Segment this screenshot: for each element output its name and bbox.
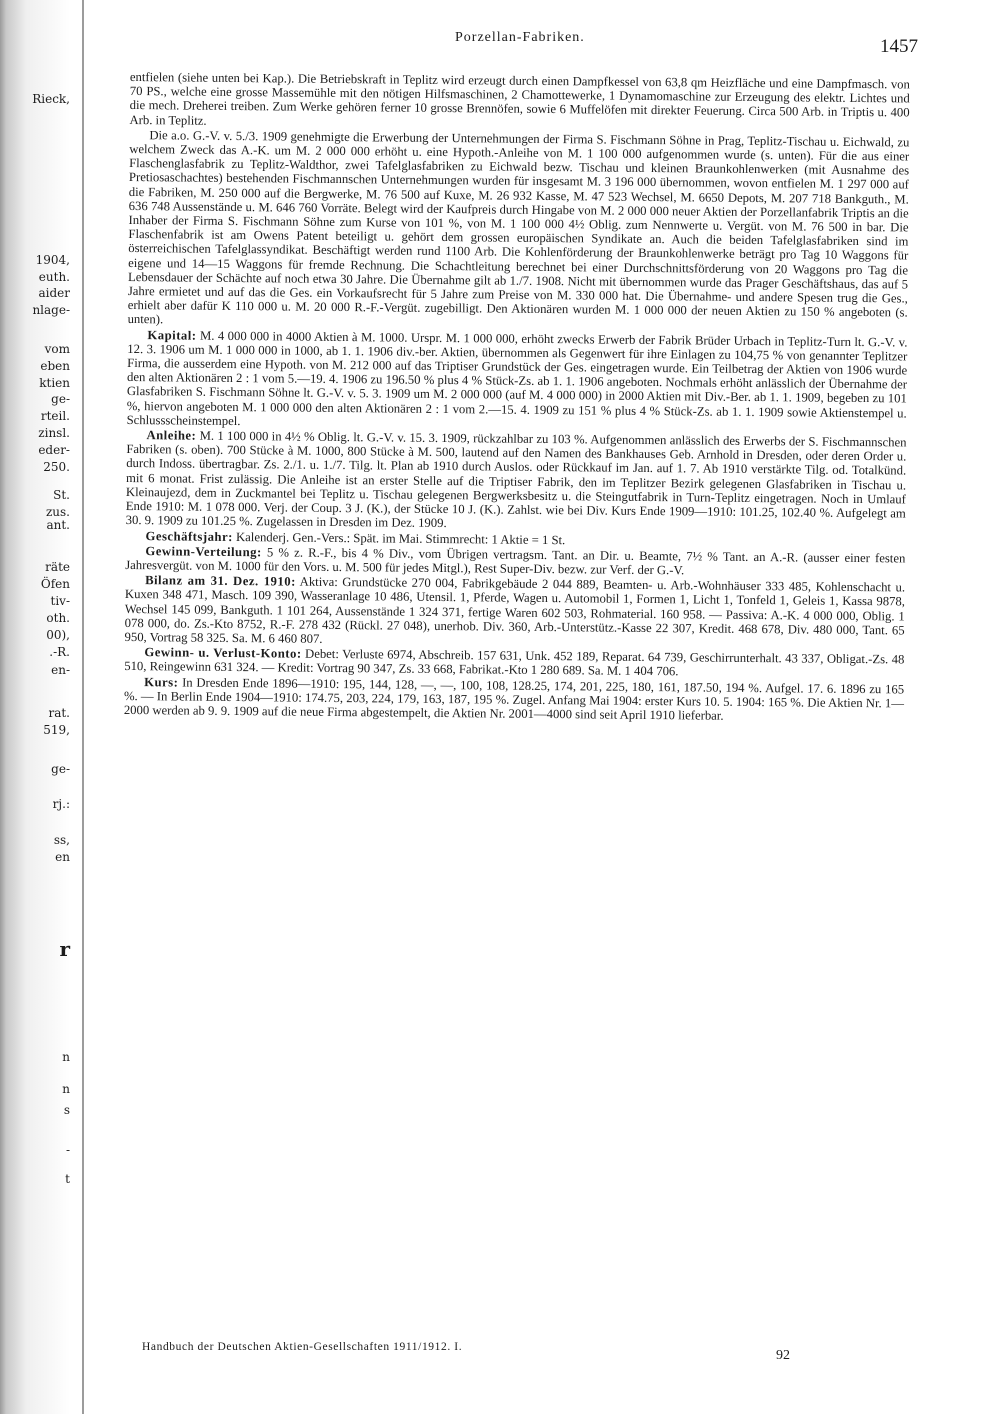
margin-fragment: 00), <box>46 628 70 642</box>
paragraph-text: 5 % z. R.-F., bis 4 % Div., vom Übrigen vertragsm. Tant. an Dir. u. Beamte, 7½ % Tant. an A.-R. (ausser einer festen Jahresvergüt. von M. 1000 für den Vors. u. M. 500 für jedes Mitgl.), Rest Super-Div. bezw. zur Verf. der G.-V. <box>125 545 906 578</box>
margin-fragment: rteil. <box>40 409 70 423</box>
paragraph-text: Debet: Verluste 6974, Abschreib. 157 631, Unk. 452 189, Reparat. 64 739, Geschirrunterhalt. 43 337, Obligat.-Zs. 48 510, Reingewinn 631 324. — Kredit: Vortrag 90 347, Zs. 33 668, Fabrikat.-Kto 1 280 689. Sa. M. 1 404 706. <box>124 646 905 679</box>
page-title: Porzellan-Fabriken. <box>455 30 585 45</box>
paragraph-text: Kalenderj. Gen.-Vers.: Spät. im Mai. Stimmrecht: 1 Aktie = 1 St. <box>235 529 566 547</box>
paragraph-intro <box>129 70 910 134</box>
margin-fragment: rj.: <box>52 797 70 811</box>
footer-source: Handbuch der Deutschen Aktien-Gesellschaften 1911/1912. I. <box>142 1341 463 1353</box>
paragraph-text: Aktiva: Grundstücke 270 004, Fabrikgebäude 2 044 889, Beamten- u. Arb.-Wohnhäuser 333 485, Kohlenschacht u. Kuxen 348 471, Masch. 109 390, Wasseranlage 10 486, Utensil. 1, Pferde, Wagen u. Automobil 1, Formen 1, Licht 1, Tonfeld 1, Geleis 1, Kassa 9878, Wechsel 145 099, Bankguth. 1 101 264, Aussenstände 1 324 371, fertige Waren 602 503, Rohmaterial. 160 958. — Passiva: A.-K. 4 000 000, Oblig. 1 078 000, do. Zs.-Kto 8752, R.-F. 278 432 (Rückl. 27 048), unerhob. Div. 360, Arb.-Unterstütz.-Kasse 22 307, Kredit. 468 678, Div. 480 000, Tant. 65 950, Vortrag 58 325. Sa. M. 6 460 807. <box>124 574 906 646</box>
margin-fragment: ktien <box>39 376 70 390</box>
paragraph-text: In Dresden Ende 1896—1910: 195, 144, 128, —, —, 100, 108, 128.25, 174, 201, 225, 180, 161, 187.50, 194 %. Aufgel. 17. 6. 1896 zu 165 %. — In Berlin Ende 1904—1910: 174.75, 203, 224, 179, 163, 187, 195 %. Zugel. Anfang Mai 1904: erster Kurs 10. 5. 1904: 165 %. Die Aktien Nr. 1—2000 werden ab 9. 9. 1909 auf die neue Firma abgestempelt, die Aktien Nr. 2001—4000 sind seit April 1910 lieferbar. <box>123 675 905 723</box>
margin-fragment: n <box>62 1050 70 1064</box>
paragraph-kurs <box>124 675 904 725</box>
margin-fragment: aider <box>38 286 70 300</box>
margin-fragment: r <box>59 937 70 961</box>
paragraph-acquisition <box>128 128 910 334</box>
paragraph-text: M. 4 000 000 in 4000 Aktien à M. 1000. Urspr. M. 1 000 000, erhöht zwecks Erwerb der Fabrik Brüder Urbach in Teplitz-Turn lt. G.-V. v. 12. 3. 1906 um M. 1 000 000 in 1000, ab 1. 1. 1906 div.-ber. Aktien, übernommen als Gegenwert für ihre Einlagen zu 104,75 % von genannter Teplitzer Firma, die ausserdem eine Hypoth. von M. 212 000 auf das Triptiser Grundstück der Ges. eingetragen wurde. Ein Teilbetrag der Aktien von 1906 wurde den alten Aktionären 2 : 1 vom 5.—19. 4. 1906 zu 196.50 % plus 4 % Stück-Zs. ab 1. 1. 1906 angeboten. Nochmals erhöht anlässlich der Übernahme der Glasfabriken S. Fischmann Söhne lt. G.-V. v. 5. 3. 1909 um M. 2 000 000 (auf M. 4 000 000) in 2000 Aktien mit Div.-Ber. ab 1. 1. 1909, begeben zu 101 %, hiervon angeboten M. 1 000 000 den alten Aktionären 2 : 1 vom 2.—15. 4. 1909 zu 151 % plus 4 % Stück-Zs. ab 1. 1. 1909 sowie Aktienstempel u. Schlussscheinstempel. <box>126 328 908 428</box>
sheet-signature: 92 <box>776 1348 790 1363</box>
previous-page-margin <box>0 0 72 1414</box>
margin-fragment: Rieck, <box>32 92 70 106</box>
margin-fragment: ss, <box>53 833 70 847</box>
margin-fragment: t <box>65 1172 70 1186</box>
margin-fragment: en- <box>51 663 70 677</box>
margin-fragment: 519, <box>43 723 70 737</box>
paragraph-text: M. 1 100 000 in 4½ % Oblig. lt. G.-V. v. 15. 3. 1909, rückzahlbar zu 103 %. Aufgenommen anlässlich des Erwerbs der S. Fischmannschen Fabriken (s. oben). 700 Stücke à M. 1000, 800 Stücke à M. 500, lautend auf den Namen des Bankhauses Geb. Arnhold in Dresden, oder deren Order u. durch Indoss. übertragbar. Zs. 2./1. u. 1./7. Tilg. lt. Plan ab 1910 durch Auslos. oder Rückkauf im Jan. auf 1. 7. Ab 1910 verstärkte Tilg. od. Totalkünd. mit 6 monat. Frist zulässig. Die Anleihe ist an erster Stelle auf die Triptiser Fabrik, den im Teplitzer Bezirk gelegenen Glasfabriken in Tischau u. Kleinaujezd, dem in Zuckmantel bei Teplitz u. Tischau gelegenen Bergwerksbesitz u. die Steingutfabrik in Turn-Teplitz eingetragen. Noch in Umlauf Ende 1910: M. 1 078 000. Verj. der Coup. 3 J. (K.), der Stücke 10 J. (K.). Zahlst. wie bei Div. Kurs Ende 1909—1910: 101.25, 102.40 %. Aufgelegt am 30. 9. 1909 zu 101.25 %. Zugelassen in Dresden im Dez. 1909. <box>125 428 907 531</box>
margin-fragment: ant. <box>46 518 70 532</box>
margin-fragment: s <box>63 1103 70 1117</box>
margin-fragment: oth. <box>46 611 70 625</box>
paragraph-anleihe <box>126 428 907 535</box>
margin-fragment: - <box>65 1143 70 1157</box>
paragraph-kapital <box>127 328 908 435</box>
paragraph-text: Die a.o. G.-V. v. 5./3. 1909 genehmigte die Erwerbung der Unternehmungen der Firma S. Fischmann Söhne in Prag, Teplitz-Tischau u. Eichwald, zu welchem Zweck das A.-K. um M. 2 000 000 erhöht u. eine Hypoth.-Anleihe von M. 1 100 000 aufgenommen wurde (s. unten). Für die aus einer Flaschenglasfabrik zu Teplitz-Waldthor, zwei Tafelglasfabriken zu Eichwald bezw. Tischau und kleinen Braunkohlenwerken (mit Ausnahme des Pretiosaschachtes) bestehenden Fischmannschen Unternehmungen wurden für insgesamt M. 3 196 000 übernommen, wovon entfielen M. 1 297 000 auf die Fabriken, M. 250 000 auf die Bergwerke, M. 76 500 auf Kuxe, M. 26 932 Kasse, M. 47 523 Wechsel, M. 6650 Depots, M. 207 718 Bankguth., M. 636 748 Aussenstände u. M. 646 760 Vorräte. Belegt wird der Kaufpreis durch Hingabe von M. 2 000 000 neuer Aktien der Porzellanfabrik Triptis an die Inhaber der Firma S. Fischmann Söhne zum Kurse von 101 %, von M. 1 100 000 4½ Oblig. zum Nennwerte u. Vergüt. von M. 76 500 in bar. Die Flaschenfabrik ist am Owens Patent beteiligt u. gehört dem grossen europäischen Syndikate an. Auch die beiden Tafelglasfabriken sind im österreichischen Tafelglassyndikat. Beschäftigt werden rund 1100 Arb. Die Kohlenförderung der Braunkohlenwerke beträgt pro Tag 10 Waggons für eigene und 14—15 Waggons für fremde Rechnung. Die Schachtleitung berechnet bei einer Durchschnittsförderung von 20 Waggons pro Tag die Lebensdauer der Schächte auf noch etwa 30 Jahre. Die Übernahme gilt ab 1./7. 1908. Nicht mit übernommen wurde das Prager Geschäftshaus, das auf 5 Jahre ermietet und auf das die Ges. ein Vorkaufsrecht für 5 Jahre zum Preise von M. 330 000 hat. Die Übernahme- und andere Spesen trug die Ges., erhielt aber dafür K 110 000 u. M. 20 000 R.-F.-Vergüt. zugebilligt. Den Aktionären wurden M. 1 000 000 der neuen Aktien zu 150 % angeboten (s. unten). <box>127 128 910 327</box>
margin-fragment: rat. <box>48 706 70 720</box>
margin-fragment: eder- <box>38 443 70 457</box>
margin-fragment: räte <box>45 560 70 574</box>
margin-fragment: St. <box>53 488 70 502</box>
margin-fragment: ge- <box>51 392 70 406</box>
section-heading: Gewinn-Verteilung: <box>145 543 262 559</box>
section-heading: Bilanz am 31. Dez. 1910: <box>145 573 296 589</box>
margin-fragment: zus. <box>45 505 70 519</box>
margin-fragment: .-R. <box>49 645 70 659</box>
margin-fragment: n <box>62 1082 70 1096</box>
margin-fragment: zinsl. <box>38 426 70 440</box>
paragraph-text: entfielen (siehe unten bei Kap.). Die Betriebskraft in Teplitz wird erzeugt durch einen Dampfkessel von 63,8 qm Heizfläche und eine Dampfmasch. von 70 PS., welche eine grosse Massemühle mit den nötigen Hilfsmaschinen, 2 Chamottewerke, 1 Dynamomaschine zur Erzeugung des elektr. Lichtes und die mech. Dreherei treiben. Zum Werke gehören ferner 10 grosse Brennöfen, sowie 6 Muffelöfen mit direkter Feuerung. Circa 500 Arb. in Triptis u. 400 Arb. in Teplitz. <box>129 70 910 128</box>
paragraph-bilanz <box>124 573 905 651</box>
section-heading: Kapital: <box>147 327 197 343</box>
margin-fragment: en <box>55 850 70 864</box>
margin-fragment: nlage- <box>32 303 70 317</box>
margin-fragment: 250. <box>43 460 70 474</box>
section-heading: Geschäftsjahr: <box>145 528 233 544</box>
margin-fragment: eben <box>40 359 70 373</box>
margin-fragment: euth. <box>38 270 70 284</box>
margin-fragment: 1904, <box>35 253 70 267</box>
margin-fragment: vom <box>44 342 70 356</box>
page-body <box>117 70 910 1387</box>
section-heading: Kurs: <box>144 674 179 690</box>
section-heading: Anleihe: <box>146 428 197 443</box>
margin-fragment: Öfen <box>40 577 70 591</box>
margin-fragment: ge- <box>51 762 70 776</box>
section-heading: Gewinn- u. Verlust-Konto: <box>144 645 302 661</box>
margin-fragment: tiv- <box>50 594 70 608</box>
gutter-edge <box>82 0 84 1414</box>
page-number: 1457 <box>880 36 918 57</box>
